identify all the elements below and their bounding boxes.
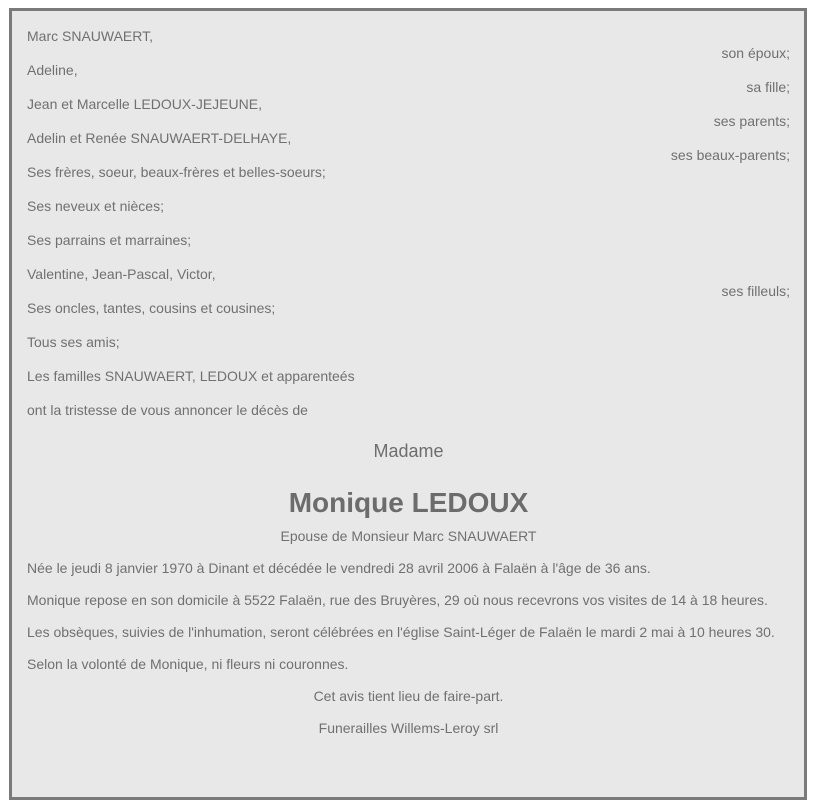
visitation-text: Monique repose en son domicile à 5522 Falaën, rue des Bruyères, 29 où nous recevrons vos visites de 14 à 18 heures. <box>27 592 768 608</box>
family-name: Ses frères, soeur, beaux-frères et belles-soeurs; <box>27 164 326 180</box>
family-name: Adeline, <box>27 62 78 78</box>
obituary-card <box>9 8 807 800</box>
family-row <box>27 28 790 62</box>
title-madame: Madame <box>373 441 444 461</box>
family-name: Les familles SNAUWAERT, LEDOUX et apparenteés <box>27 368 355 384</box>
family-name: Ses parrains et marraines; <box>27 232 192 248</box>
family-name: Jean et Marcelle LEDOUX-JEJEUNE, <box>27 96 262 112</box>
family-row <box>27 300 790 334</box>
funeral-home: Funerailles Willems-Leroy srl <box>318 720 499 736</box>
family-name: Ses neveux et nièces; <box>27 198 164 214</box>
family-row <box>27 334 790 368</box>
spouse-line: Epouse de Monsieur Marc SNAUWAERT <box>280 528 537 544</box>
deceased-name: Monique LEDOUX <box>288 487 529 518</box>
family-row <box>27 266 790 300</box>
family-name: Tous ses amis; <box>27 334 120 350</box>
family-relation: son époux; <box>721 45 790 61</box>
announcement-text: ont la tristesse de vous annoncer le décès de <box>27 402 308 418</box>
family-relation: ses beaux-parents; <box>670 147 790 163</box>
family-name: Valentine, Jean-Pascal, Victor, <box>27 266 216 282</box>
family-list <box>27 28 790 402</box>
family-row <box>27 130 790 164</box>
family-row <box>27 232 790 266</box>
family-row <box>27 96 790 130</box>
wish-text: Selon la volonté de Monique, ni fleurs ni couronnes. <box>27 656 349 672</box>
notice-text: Cet avis tient lieu de faire-part. <box>313 688 504 704</box>
family-row <box>27 164 790 198</box>
funeral-text: Les obsèques, suivies de l'inhumation, seront célébrées en l'église Saint-Léger de Falaën le mardi 2 mai à 10 heures 30. <box>27 624 775 640</box>
family-row <box>27 368 790 402</box>
family-row <box>27 62 790 96</box>
birth-death-text: Née le jeudi 8 janvier 1970 à Dinant et décédée le vendredi 28 avril 2006 à Falaën à l'âge de 36 ans. <box>27 560 651 576</box>
family-name: Ses oncles, tantes, cousins et cousines; <box>27 300 276 316</box>
family-relation: ses parents; <box>713 113 790 129</box>
family-name: Marc SNAUWAERT, <box>27 28 154 44</box>
family-name: Adelin et Renée SNAUWAERT-DELHAYE, <box>27 130 292 146</box>
obituary-content <box>27 28 790 737</box>
family-row <box>27 198 790 232</box>
family-relation: sa fille; <box>746 79 790 95</box>
family-relation: ses filleuls; <box>721 283 790 299</box>
